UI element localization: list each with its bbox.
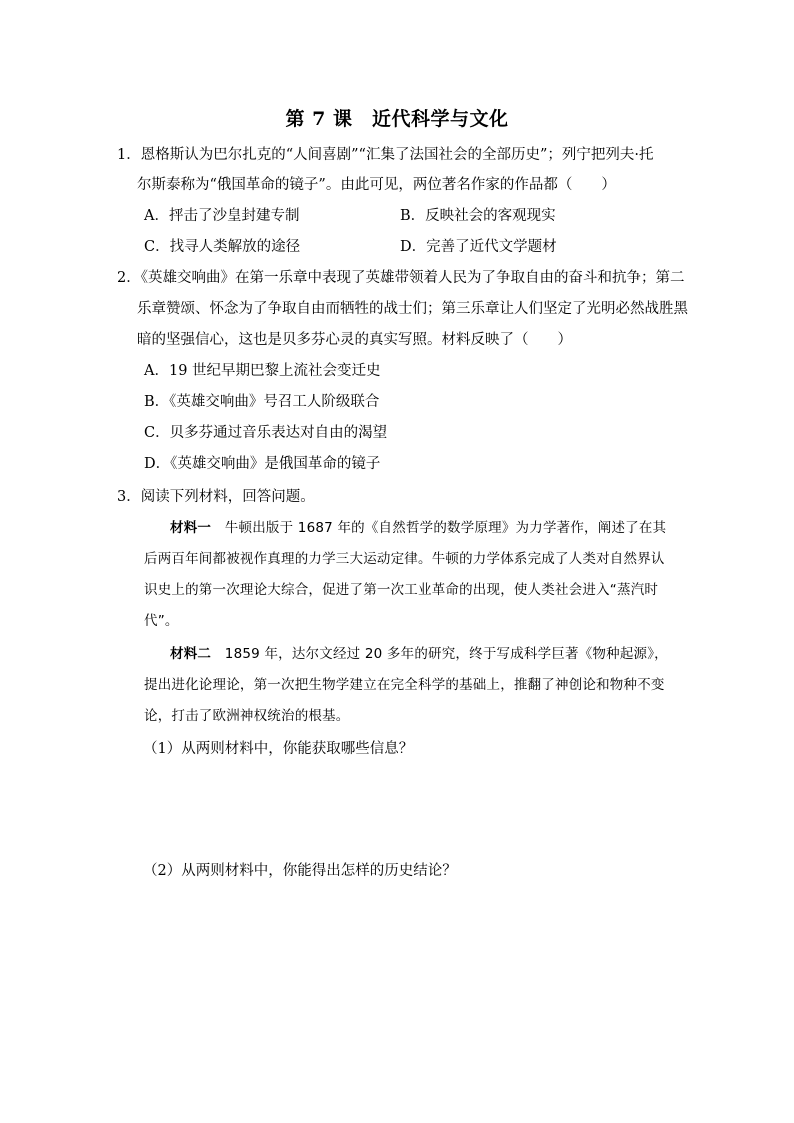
material-1-label: 材料一 bbox=[170, 520, 212, 536]
q3-subquestion-1: （1）从两则材料中，你能获取哪些信息？ bbox=[143, 741, 414, 757]
material-1-line-3: 识史上的第一次理论大综合，促进了第一次工业革命的出现，使人类社会进入“蒸汽时 bbox=[144, 582, 659, 598]
q2-option-b: B．《英雄交响曲》号召工人阶级联合 bbox=[144, 394, 380, 410]
lesson-title: 第 7 课 近代科学与文化 bbox=[285, 108, 509, 130]
q3-subquestion-2: （2）从两则材料中，你能得出怎样的历史结论？ bbox=[143, 863, 457, 879]
material-2-line-1 bbox=[170, 644, 668, 664]
q2-option-d: D．《英雄交响曲》是俄国革命的镜子 bbox=[144, 456, 381, 472]
material-2-text: 1859 年，达尔文经过 20 多年的研究，终于写成科学巨著《物种起源》， bbox=[211, 646, 668, 662]
q1-option-b: B．反映社会的客观现实 bbox=[400, 208, 556, 224]
q1-option-d: D．完善了近代文学题材 bbox=[400, 239, 557, 255]
q2-stem-line-2: 乐章赞颂、怀念为了争取自由而牺牲的战士们；第三乐章让人们坚定了光明必然战胜黑 bbox=[137, 301, 688, 317]
q1-stem-line-1: 1．恩格斯认为巴尔扎克的“人间喜剧”“汇集了法国社会的全部历史”；列宁把列夫·托 bbox=[117, 147, 654, 163]
material-1-line-1 bbox=[170, 518, 666, 538]
q2-stem-line-3: 暗的坚强信心，这也是贝多芬心灵的真实写照。材料反映了（ ） bbox=[137, 332, 572, 348]
q3-stem: 3．阅读下列材料，回答问题。 bbox=[117, 489, 315, 505]
q1-option-a: A．抨击了沙皇封建专制 bbox=[144, 208, 300, 224]
material-1-text: 牛顿出版于 1687 年的《自然哲学的数学原理》为力学著作，阐述了在其 bbox=[211, 520, 667, 536]
material-2-line-3: 论，打击了欧洲神权统治的根基。 bbox=[144, 708, 350, 724]
q1-option-c: C．找寻人类解放的途径 bbox=[144, 239, 301, 255]
q2-stem-line-1: 2．《英雄交响曲》在第一乐章中表现了英雄带领着人民为了争取自由的奋斗和抗争；第二 bbox=[117, 270, 685, 286]
material-2-label: 材料二 bbox=[170, 646, 212, 662]
material-1-line-2: 后两百年间都被视作真理的力学三大运动定律。牛顿的力学体系完成了人类对自然界认 bbox=[144, 551, 665, 567]
q2-option-c: C．贝多芬通过音乐表达对自由的渴望 bbox=[144, 425, 388, 441]
q2-option-a: A．19 世纪早期巴黎上流社会变迁史 bbox=[144, 363, 381, 379]
material-1-line-4: 代”。 bbox=[144, 613, 179, 629]
material-2-line-2: 提出进化论理论，第一次把生物学建立在完全科学的基础上，推翻了神创论和物种不变 bbox=[144, 677, 665, 693]
q1-stem-line-2: 尔斯泰称为“俄国革命的镜子”。由此可见，两位著名作家的作品都（ ） bbox=[137, 177, 616, 193]
